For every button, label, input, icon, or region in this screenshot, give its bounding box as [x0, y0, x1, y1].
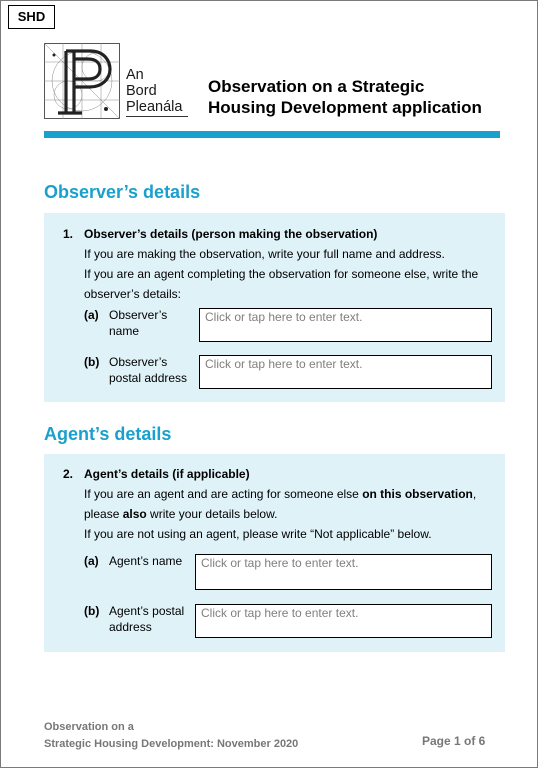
field-label-line: name — [109, 324, 140, 338]
text-run-bold: on this observation — [362, 487, 473, 501]
field-label-line: postal address — [109, 371, 188, 385]
instruction-text: If you are making the observation, write your full name and address. — [84, 247, 445, 261]
text-run: please — [84, 507, 123, 521]
instruction-text: If you are not using an agent, please write “Not applicable” below. — [84, 527, 432, 541]
logo-text-bord: Bord — [126, 83, 157, 99]
observer-panel — [44, 213, 505, 402]
text-run: If you are an agent and are acting for someone else — [84, 487, 363, 501]
field-label — [109, 307, 199, 339]
field-letter: (a) — [84, 554, 99, 568]
logo-wordmark — [126, 67, 188, 117]
observer-section-heading: Observer’s details — [44, 182, 201, 202]
agent-name-input[interactable]: Click or tap here to enter text. — [195, 554, 492, 590]
document-title — [208, 76, 508, 118]
text-run: , — [472, 487, 477, 501]
instruction-text — [84, 507, 504, 521]
field-label — [109, 354, 199, 386]
shd-badge: SHD — [8, 5, 55, 29]
question-title: Observer’s details (person making the observation) — [84, 227, 378, 241]
field-label: Agent’s name — [109, 554, 183, 568]
footer-line: Observation on a — [44, 721, 134, 733]
document-title-line-1: Observation on a Strategic — [208, 77, 425, 96]
instruction-text: observer’s details: — [84, 287, 181, 301]
instruction-text: If you are an agent completing the observation for someone else, write the — [84, 267, 479, 281]
logo-text-an: An — [126, 67, 144, 83]
page-number: Page 1 of 6 — [422, 734, 486, 748]
footer-document-info — [44, 719, 298, 753]
logo-text-pleanala: Pleanála — [126, 99, 188, 117]
agent-panel — [44, 454, 505, 652]
observer-name-input[interactable]: Click or tap here to enter text. — [199, 308, 492, 342]
document-title-line-2: Housing Development application — [208, 98, 482, 117]
field-label-line: address — [109, 620, 152, 634]
field-label-line: Observer’s — [109, 355, 168, 369]
agent-postal-address-input[interactable]: Click or tap here to enter text. — [195, 604, 492, 638]
field-label-line: Agent’s postal — [109, 604, 185, 618]
field-label — [109, 603, 204, 635]
agent-section-heading: Agent’s details — [44, 424, 172, 444]
field-letter: (b) — [84, 604, 100, 618]
text-run: write your details below. — [146, 507, 278, 521]
field-letter: (b) — [84, 355, 100, 369]
footer-line: Strategic Housing Development: November 2020 — [44, 738, 299, 750]
instruction-text — [84, 487, 504, 501]
header-divider — [44, 131, 500, 138]
an-bord-pleanala-logo — [44, 43, 186, 119]
question-number: 1. — [63, 227, 74, 241]
observer-postal-address-input[interactable]: Click or tap here to enter text. — [199, 355, 492, 389]
question-title: Agent’s details (if applicable) — [84, 467, 250, 481]
field-letter: (a) — [84, 308, 99, 322]
question-number: 2. — [63, 467, 74, 481]
field-label-line: Observer’s — [109, 308, 168, 322]
logo-mark-icon — [44, 43, 120, 119]
text-run-bold: also — [122, 507, 147, 521]
